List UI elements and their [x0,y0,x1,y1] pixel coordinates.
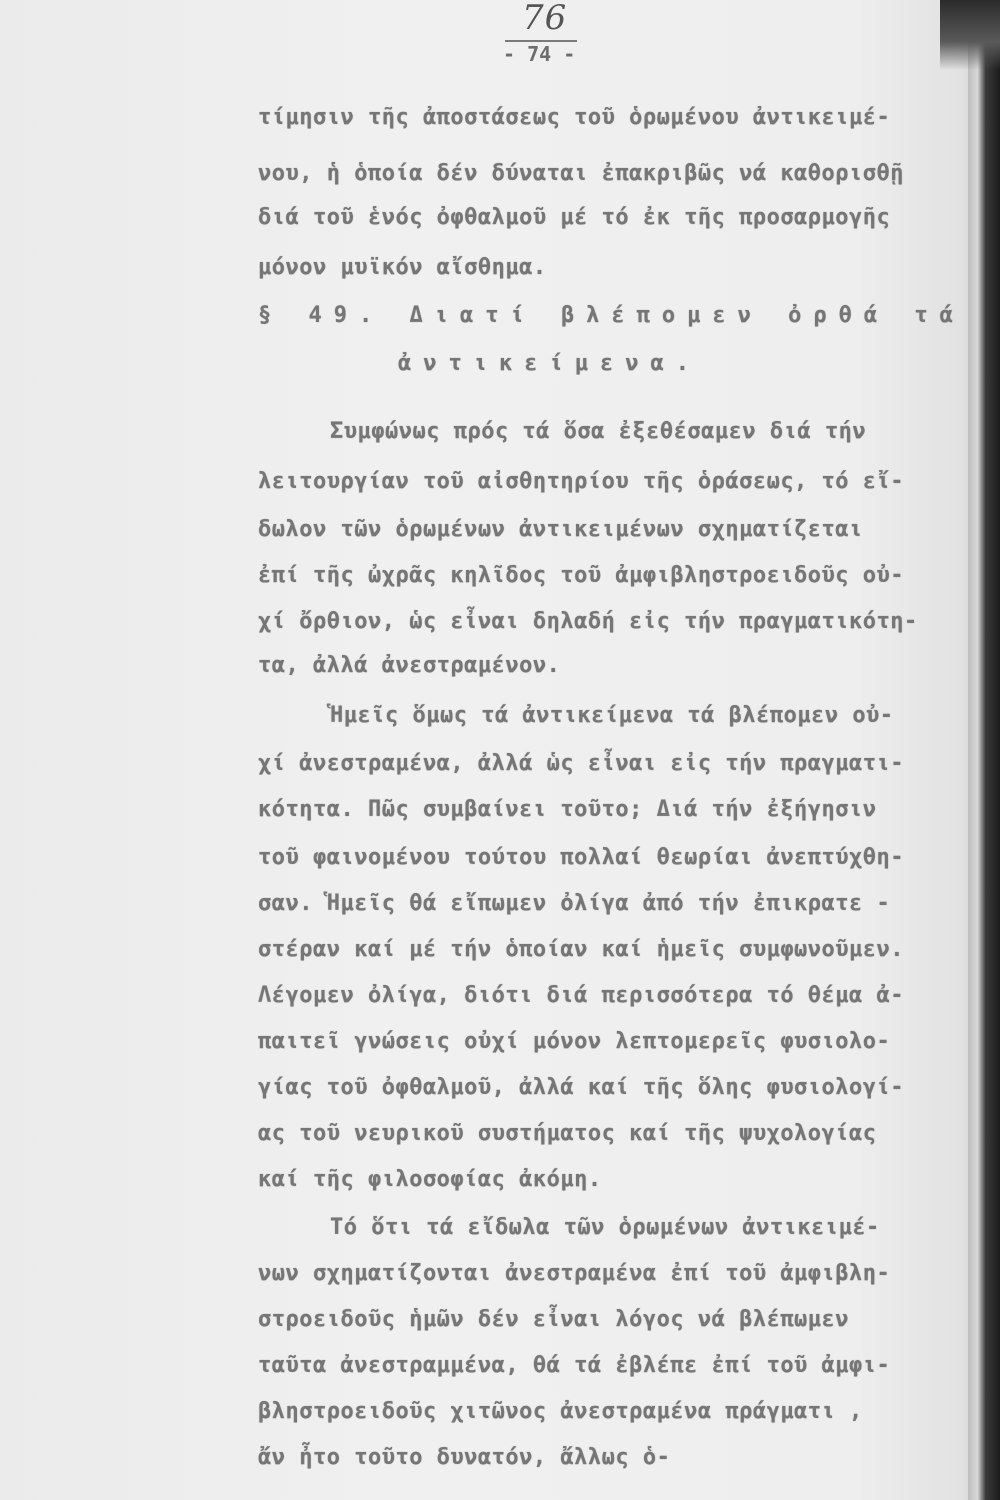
text-line: Ἡμεῖς ὅμως τά ἀντικείμενα τά βλέπομεν οὐ- [330,703,894,728]
section-heading: § 49. Διατί βλέπομεν ὀρθά τά [258,303,965,328]
text-line: σαν. Ἡμεῖς θά εἴπωμεν ὀλίγα ἀπό τήν ἐπικρατε - [258,891,891,916]
text-line: ταῦτα ἀνεστραμμένα, θά τά ἐβλέπε ἐπί τοῦ ἀμφι- [258,1353,891,1378]
text-line: νου, ἡ ὁποία δέν δύναται ἐπακριβῶς νά καθορισθῇ [258,161,905,186]
text-line: Συμφώνως πρός τά ὅσα ἐξεθέσαμεν διά τήν [330,419,867,444]
text-line: νων σχηματίζονται ἀνεστραμένα ἐπί τοῦ ἀμφιβλη- [258,1261,891,1286]
corner-shadow [940,0,1000,70]
text-line: διά τοῦ ἑνός ὀφθαλμοῦ μέ τό ἐκ τῆς προσαρμογῆς [258,205,891,230]
typed-page-number: - 74 - [503,42,576,66]
text-line: ἄν ἦτο τοῦτο δυνατόν, ἄλλως ὁ- [258,1445,671,1470]
text-line: καί τῆς φιλοσοφίας ἀκόμη. [258,1167,602,1192]
text-line: τα, ἀλλά ἀνεστραμένον. [258,653,561,678]
text-line: ας τοῦ νευρικοῦ συστήματος καί τῆς ψυχολογίας [258,1121,877,1146]
handwritten-page-number: 76 [522,0,568,38]
text-line: τίμησιν τῆς ἀποστάσεως τοῦ ὁρωμένου ἀντικειμέ- [258,105,891,130]
text-line: χί ὄρθιον, ὡς εἶναι δηλαδή εἰς τήν πραγματικότη- [258,609,918,634]
section-heading-continued: ἀντικείμενα. [398,351,701,376]
text-line: Λέγομεν ὀλίγα, διότι διά περισσότερα τό θέμα ἀ- [258,983,905,1008]
text-line: μόνον μυϊκόν αἴσθημα. [258,255,547,280]
text-line: τοῦ φαινομένου τούτου πολλαί θεωρίαι ἀνεπτύχθη- [258,845,905,870]
text-line: στέραν καί μέ τήν ὁποίαν καί ἡμεῖς συμφωνοῦμεν. [258,937,905,962]
text-line: κότητα. Πῶς συμβαίνει τοῦτο; Διά τήν ἐξήγησιν [258,797,877,822]
text-line: ἐπί τῆς ὠχρᾶς κηλῖδος τοῦ ἀμφιβληστροειδοῦς οὐ- [258,563,905,588]
text-line: δωλον τῶν ὁρωμένων ἀντικειμένων σχηματίζεται [258,517,863,542]
text-line: χί ἀνεστραμένα, ἀλλά ὡς εἶναι εἰς τήν πραγματι- [258,751,905,776]
text-line: παιτεῖ γνώσεις οὐχί μόνον λεπτομερεῖς φυσιολο- [258,1029,891,1054]
text-line: Τό ὅτι τά εἴδωλα τῶν ὁρωμένων ἀντικειμέ- [330,1215,880,1240]
text-line: γίας τοῦ ὀφθαλμοῦ, ἀλλά καί τῆς ὅλης φυσιολογί- [258,1075,905,1100]
text-line: λειτουργίαν τοῦ αἰσθητηρίου τῆς ὁράσεως, τό εἴ- [258,469,905,494]
text-line: στροειδοῦς ἡμῶν δέν εἶναι λόγος νά βλέπωμεν [258,1307,850,1332]
text-line: βληστροειδοῦς χιτῶνος ἀνεστραμένα πράγματι , [258,1399,863,1424]
book-edge-shadow [968,0,1000,1500]
